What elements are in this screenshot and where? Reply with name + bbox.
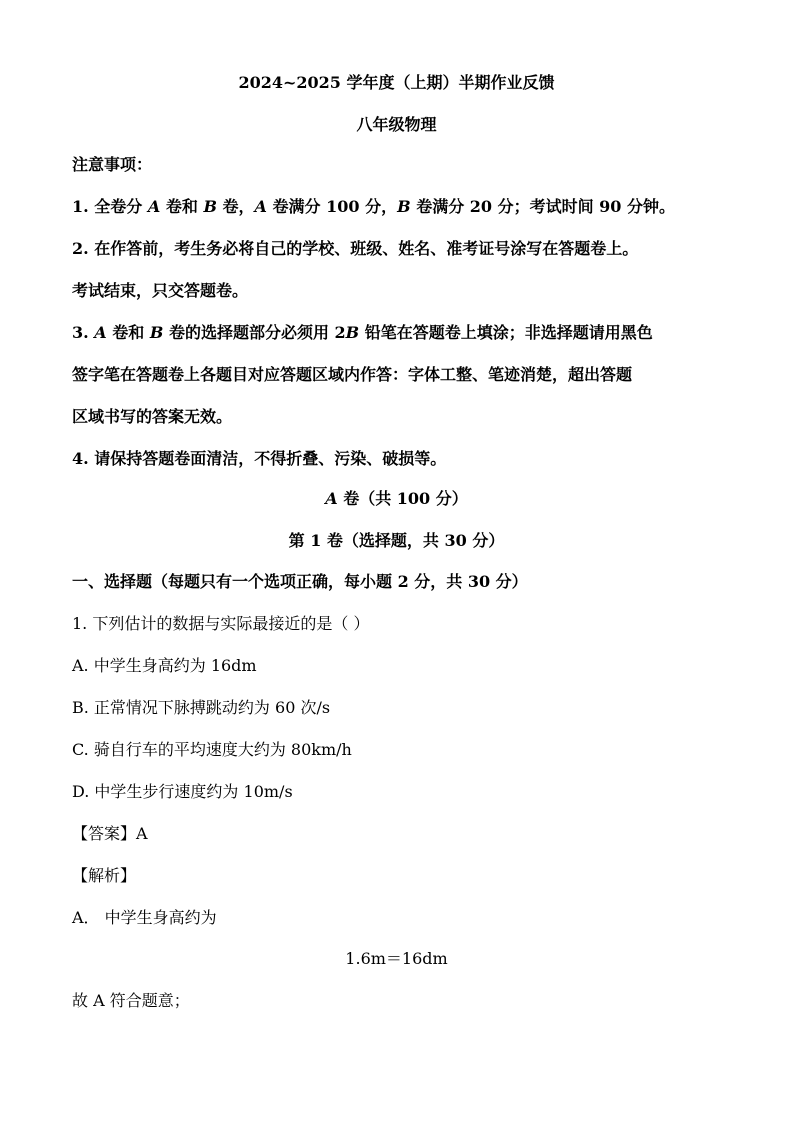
note-item-3-line-1: 3. A 卷和 B 卷的选择题部分必须用 2B 铅笔在答题卷上填涂；非选择题请用黑色 (72, 323, 653, 342)
answer-label: 【答案】A (72, 824, 148, 843)
paper-letter: A (94, 323, 107, 342)
paper-letter: B (397, 197, 411, 216)
question-1-stem: 1. 下列估计的数据与实际最接近的是（ ） (72, 614, 370, 633)
section-a-title: A 卷（共 100 分） (325, 489, 468, 508)
formula: 1.6m＝16dm (345, 949, 448, 968)
analysis-conclusion: 故 A 符合题意； (72, 991, 190, 1010)
exam-subtitle: 八年级物理 (356, 115, 437, 134)
paper-letter: A (325, 489, 338, 508)
note-number: 3. (72, 323, 89, 342)
section-1-heading: 一、选择题（每题只有一个选项正确，每小题 2 分，共 30 分） (72, 572, 528, 591)
note-item-2-line-1: 2. 在作答前，考生务必将自己的学校、班级、姓名、准考证号涂写在答题卷上。 (72, 239, 639, 258)
question-1-option-c: C. 骑自行车的平均速度大约为 80km/h (72, 740, 352, 759)
note-item-2-line-2: 考试结束，只交答题卷。 (72, 281, 249, 300)
part-1-title: 第 1 卷（选择题，共 30 分） (288, 531, 505, 550)
analysis-option-a: A． 中学生身高约为 (72, 908, 217, 927)
note-item-1: 1. 全卷分 A 卷和 B 卷，A 卷满分 100 分，B 卷满分 20 分；考试时间 90 分钟。 (72, 197, 676, 216)
note-item-4: 4. 请保持答题卷面清洁，不得折叠、污染、破损等。 (72, 449, 447, 468)
note-item-3-line-3: 区域书写的答案无效。 (72, 407, 233, 426)
paper-letter: B (345, 323, 360, 342)
paper-letter: B (203, 197, 217, 216)
exam-title: 2024~2025 学年度（上期）半期作业反馈 (238, 73, 555, 92)
question-1-option-a: A. 中学生身高约为 16dm (72, 656, 257, 675)
question-1-option-b: B. 正常情况下脉搏跳动约为 60 次/s (72, 698, 331, 717)
question-1-option-d: D. 中学生步行速度约为 10m/s (72, 782, 293, 801)
paper-letter: B (149, 323, 164, 342)
notes-heading: 注意事项： (72, 155, 153, 174)
note-item-3-line-2: 签字笔在答题卷上各题目对应答题区域内作答：字体工整、笔迹消楚，超出答题 (72, 365, 633, 384)
analysis-label: 【解析】 (72, 866, 137, 885)
note-number: 1. (72, 197, 89, 216)
paper-letter: A (147, 197, 161, 216)
paper-letter: A (254, 197, 267, 216)
